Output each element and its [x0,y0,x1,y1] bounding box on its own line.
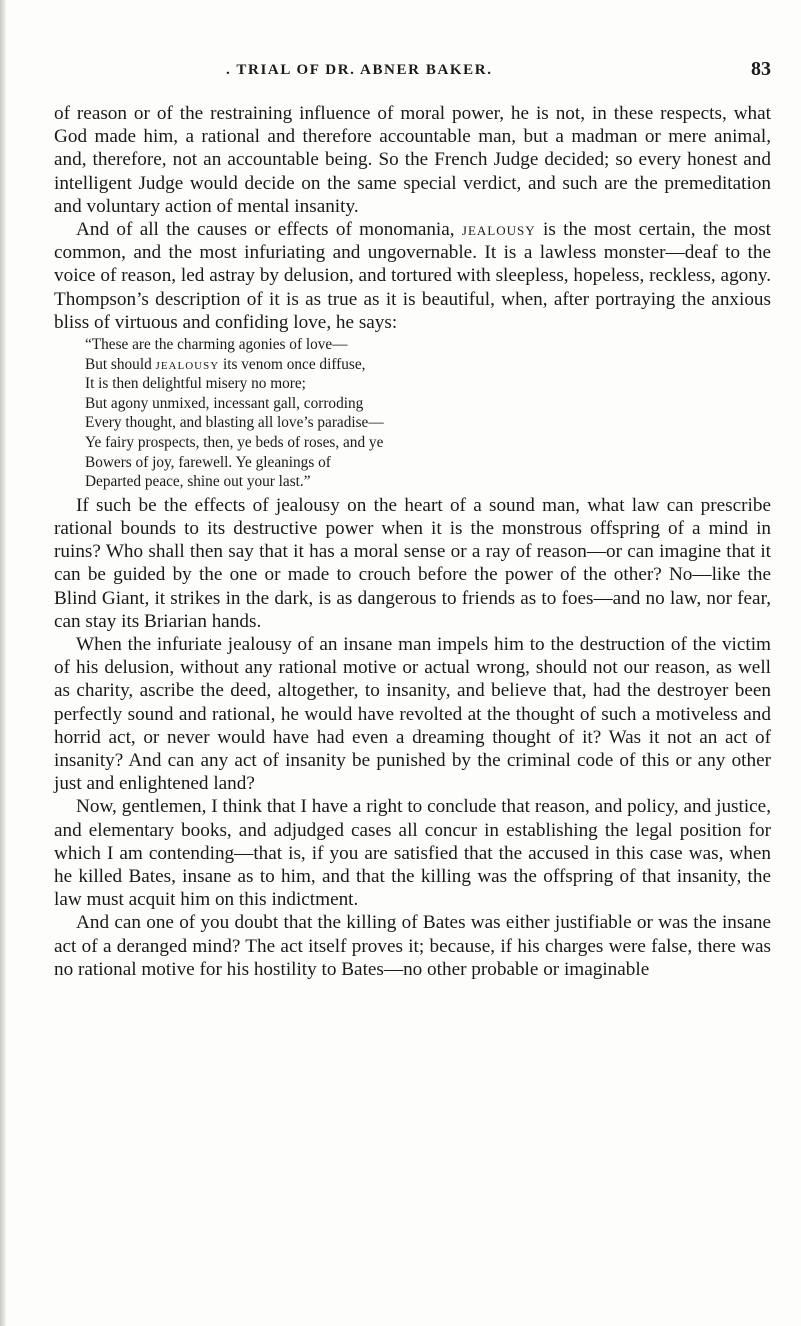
poem-line-2-start: But should [85,355,156,373]
running-head: . TRIAL OF DR. ABNER BAKER. [226,62,493,78]
poem-line-4: But agony unmixed, incessant gall, corroding [85,394,364,412]
poem-quotation [85,335,771,492]
paragraph-2-text-end: is the most certain, the most common, and the most infuriating and ungovernable. It is a lawless monster—deaf to the voice of reason, led astray by delusion, and tortured with sleepless, hopeless, reckless, agony. Thompson’s description of it is as true as it is beautiful, when, after portraying the anxious bliss of virtuous and confiding love, he says: [54,219,771,333]
poem-line-3: It is then delightful misery no more; [85,375,306,393]
paragraph-3: If such be the effects of jealousy on the heart of a sound man, what law can prescribe rational bounds to its destructive power when it is the monstrous offspring of a mind in ruins? Who shall then say that it has a moral sense or a ray of reason—or can imagine that it can be guided by the one or made to crouch before the power of the other? No—like the Blind Giant, it strikes in the dark, is as dangerous to friends as to foes—and no law, nor fear, can stay its Briarian hands. [54,494,771,632]
paragraph-4: When the infuriate jealousy of an insane man impels him to the destruction of the victim of his delusion, without any rational motive or actual wrong, should not our reason, as well as charity, ascribe the deed, altogether, to insanity, and believe that, had the destroyer been perfectly sound and rational, he would have revolted at the thought of such a motiveless and horrid act, or never would have had even a dreaming thought of it? Was it not an act of insanity? And can any act of insanity be punished by the criminal code of this or any other just and enlightened land? [54,634,771,795]
poem-jealousy-small-caps: jealousy [155,355,220,373]
page-number: 83 [751,58,771,80]
poem-line-7: Bowers of joy, farewell. Ye gleanings of [85,453,331,471]
poem-line-2-end: its venom once diffuse, [219,355,366,373]
body-text [54,102,771,981]
paragraph-2 [54,218,771,334]
paragraph-1 [54,102,771,218]
page-binding-edge [0,0,6,1326]
paragraph-2-text-start: And of all the causes or effects of monomania, [76,219,462,241]
paragraph-6: And can one of you doubt that the killing of Bates was either justifiable or was the insane act of a deranged mind? The act itself proves it; because, if his charges were false, there was no rational motive for his hostility to Bates—no other probable or imaginable [54,912,771,980]
page-header [226,58,771,86]
poem-line-2 [85,355,771,375]
poem-line-1: “These are the charming agonies of love— [85,336,348,354]
poem-line-5: Every thought, and blasting all love’s paradise— [85,414,384,432]
poem-line-8: Departed peace, shine out your last.” [85,473,311,491]
jealousy-small-caps: jealousy [461,219,536,241]
poem-line-6: Ye fairy prospects, then, ye beds of roses, and ye [85,434,384,451]
paragraph-1-text: of reason or of the restraining influence of moral power, he is not, in these respects, what God made him, a rational and therefore accountable man, but a madman or mere animal, and, therefore, not an accountable being. So the French Judge decided; so every honest and intelligent Judge would decide on the same special verdict, and such are the premeditation and voluntary action of mental insanity. [54,103,771,217]
paragraph-5: Now, gentlemen, I think that I have a right to conclude that reason, and policy, and justice, and elementary books, and adjudged cases all concur in establishing the legal position for which I am contending—that is, if you are satisfied that the accused in this case was, when he killed Bates, insane as to him, and that the killing was the offspring of that insanity, the law must acquit him on this indictment. [54,796,771,911]
